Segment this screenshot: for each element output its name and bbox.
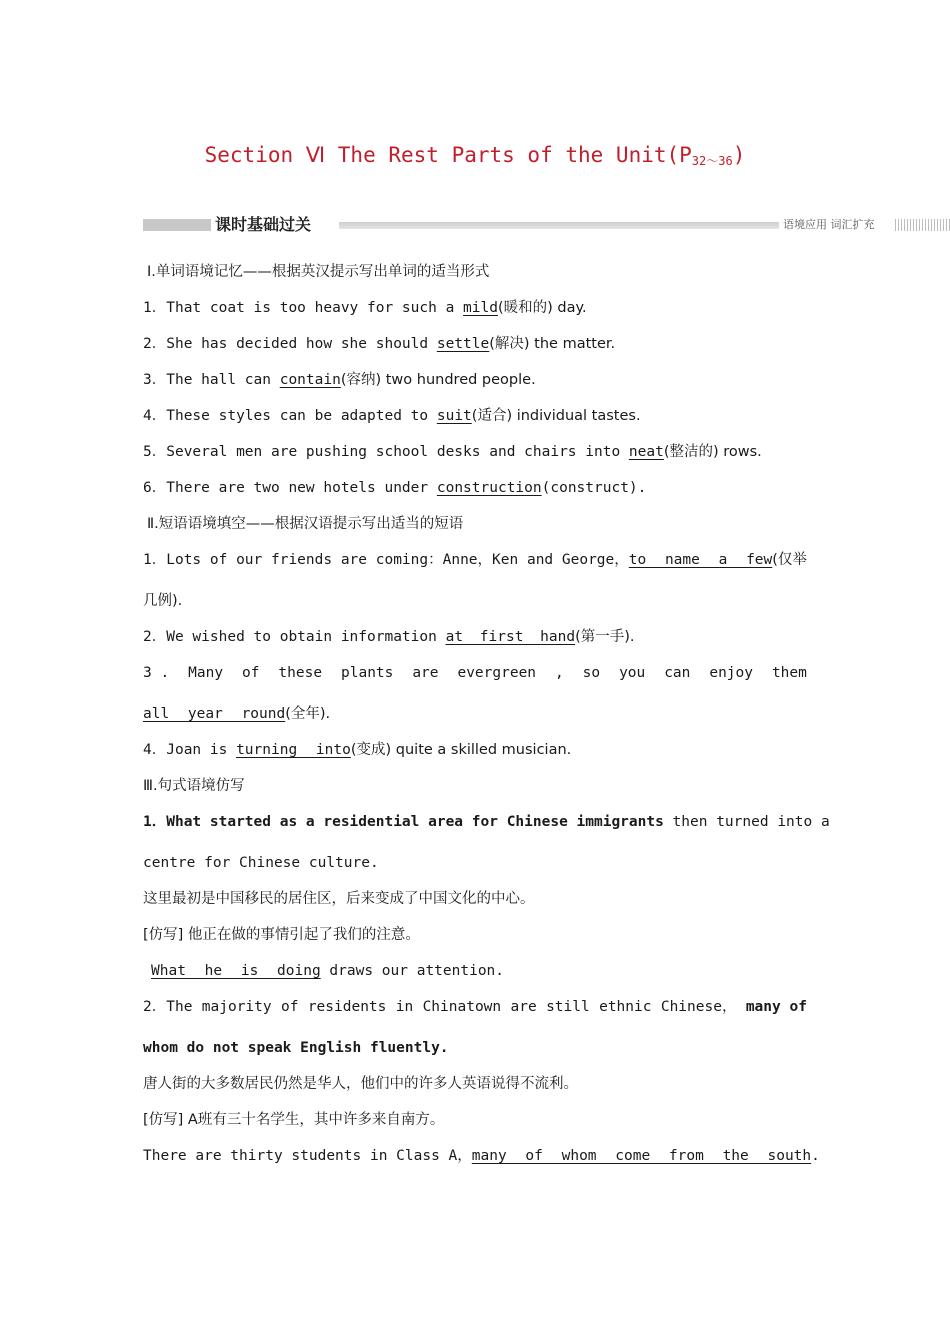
answer: construction (436, 480, 542, 496)
s3-q2-imitation: [仿写] A班有三十名学生，其中许多来自南方。 (143, 1112, 445, 1128)
banner-tag: 语境应用 词汇扩充 (783, 218, 875, 231)
s3-q1-cont: centre for Chinese culture. (143, 855, 379, 871)
s2-q2: 2．We wished to obtain information at first hand(第一手). (143, 629, 635, 645)
s3-q2-chinese: 唐人街的大多数居民仍然是华人，他们中的许多人英语说得不流利。 (143, 1076, 578, 1092)
s2-q1-cont: 几例). (143, 593, 183, 609)
s3-q1: 1．What started as a residential area for Chinese immigrants then turned into a (143, 814, 830, 830)
s2-q3-cont: all year round(全年). (143, 706, 331, 722)
answer: suit (436, 408, 472, 424)
s3-q2-cont: whom do not speak English fluently. (143, 1040, 449, 1056)
section-banner (143, 213, 875, 237)
s2-q4: 4．Joan is turning into(变成) quite a skilled musician. (143, 742, 572, 758)
s1-q1: 1．That coat is too heavy for such a mild(暖和的) day. (143, 300, 587, 316)
s3-q1-chinese: 这里最初是中国移民的居住区，后来变成了中国文化的中心。 (143, 891, 535, 907)
answer: all year round (143, 706, 286, 722)
s3-q1-imitation: [仿写] 他正在做的事情引起了我们的注意。 (143, 927, 420, 943)
section-3-heading: Ⅲ.句式语境仿写 (143, 778, 245, 794)
section-2-heading: Ⅱ.短语语境填空——根据汉语提示写出适当的短语 (147, 516, 464, 532)
answer: at first hand (445, 629, 576, 645)
section-1-heading: Ⅰ.单词语境记忆——根据英汉提示写出单词的适当形式 (147, 264, 490, 280)
s1-q5: 5．Several men are pushing school desks and chairs into neat(整洁的) rows. (143, 444, 762, 460)
s3-q1-answer-line: What he is doing draws our attention. (151, 963, 505, 979)
answer: turning into (236, 742, 351, 758)
answer: many of whom come from the south (471, 1148, 812, 1164)
s1-q4: 4．These styles can be adapted to suit(适合) individual tastes. (143, 408, 641, 424)
banner-label: 课时基础过关 (215, 215, 312, 234)
answer: settle (436, 336, 490, 352)
answer: mild (463, 300, 498, 316)
answer: contain (279, 372, 341, 388)
answer: to name a few (628, 552, 773, 568)
s1-q2: 2．She has decided how she should settle(解决) the matter. (143, 336, 616, 352)
s3-q2-answer-line: There are thirty students in Class A，many of whom come from the south. (143, 1148, 820, 1164)
s2-q1: 1．Lots of our friends are coming：Anne，Ken and George，to name a few(仅举 (143, 552, 807, 568)
answer: What he is doing (151, 963, 321, 979)
page-title: Section Ⅵ The Rest Parts of the $Unit(P_{32\sim 36})$ (204, 143, 746, 168)
s1-q3: 3．The hall can contain(容纳) two hundred people. (143, 372, 536, 388)
s3-q2: 2．The majority of residents in Chinatown are still ethnic Chinese， many of (143, 999, 807, 1015)
answer: neat (628, 444, 664, 460)
s2-q3: 3 . Many of these plants are evergreen , so you can enjoy them (143, 665, 807, 681)
s1-q6: 6．There are two new hotels under construction(construct). (143, 480, 647, 496)
